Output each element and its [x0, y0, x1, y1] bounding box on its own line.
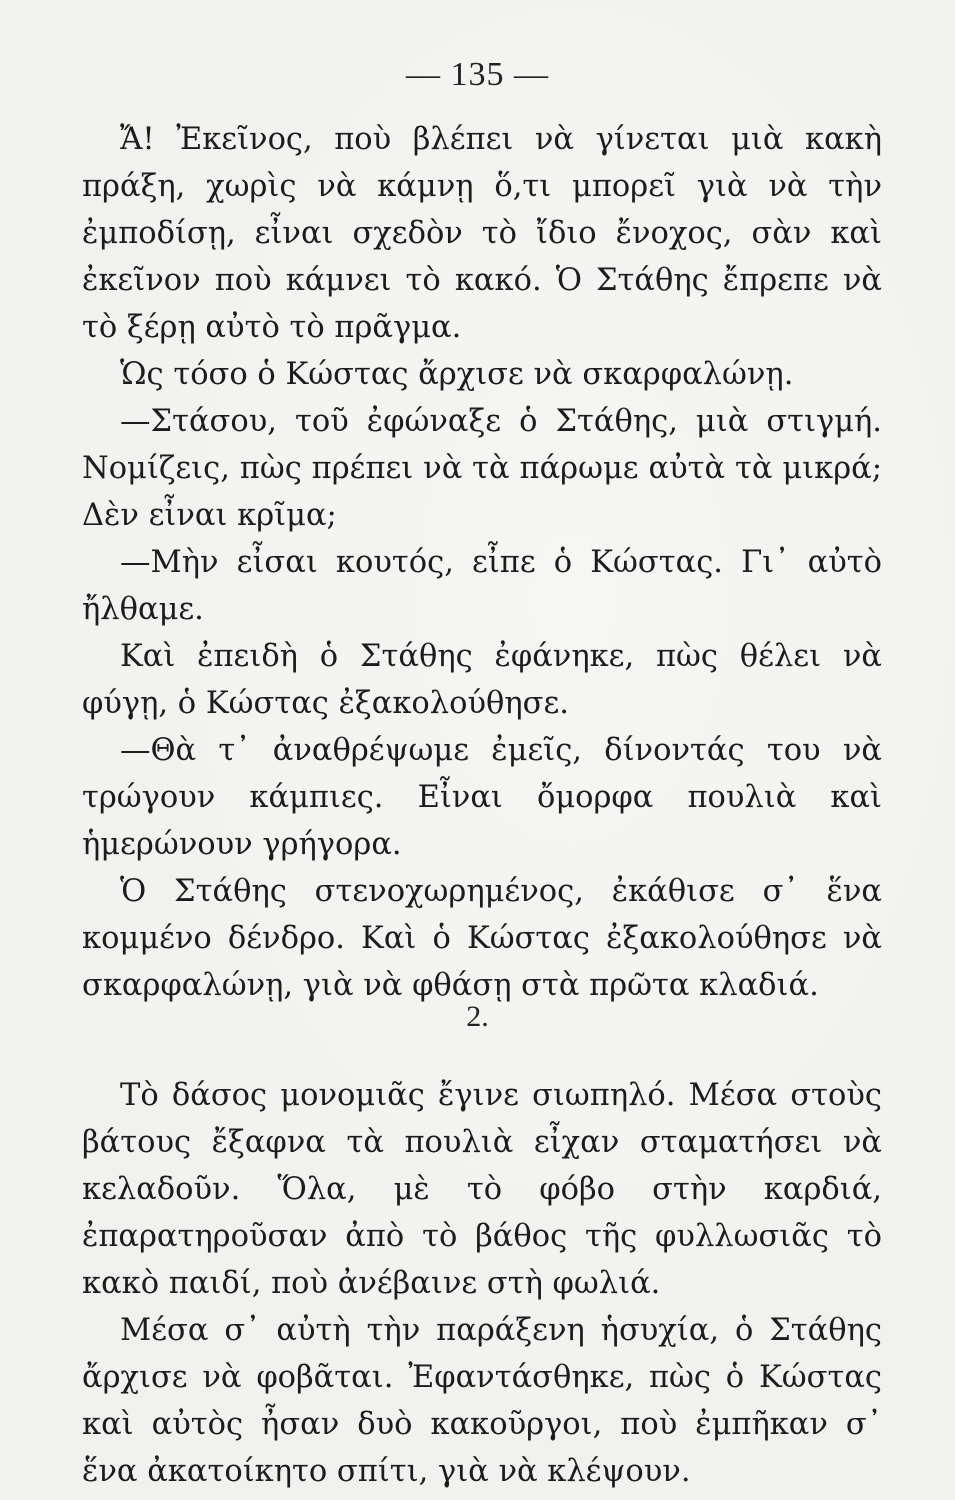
- paragraph: —Στάσου, τοῦ ἐφώναξε ὁ Στάθης, μιὰ στιγμή. Νομίζεις, πὼς πρέπει νὰ τὰ πάρωμε αὐτὰ τὰ μικρά; Δὲν εἶναι κρῖμα;: [82, 404, 882, 533]
- paragraph: Τὸ δάσος μονομιᾶς ἔγινε σιωπηλό. Μέσα στοὺς βάτους ἔξαφνα τὰ πουλιὰ εἶχαν σταματήσει νὰ κελαδοῦν. Ὅλα, μὲ τὸ φόβο στὴν καρδιά, ἐπαρατηροῦσαν ἀπὸ τὸ βάθος τῆς φυλλωσιᾶς τὸ κακὸ παιδί, ποὺ ἀνέβαινε στὴ φωλιά.: [82, 1078, 882, 1301]
- paragraph: —Θὰ τ᾽ ἀναθρέψωμε ἐμεῖς, δίνοντάς του νὰ τρώγουν κάμπιες. Εἶναι ὄμορφα πουλιὰ καὶ ἡμερώνουν γρήγορα.: [82, 733, 882, 862]
- paragraph: Ὡς τόσο ὁ Κώστας ἄρχισε νὰ σκαρφαλώνῃ.: [120, 357, 794, 392]
- paragraph: Καὶ ἐπειδὴ ὁ Στάθης ἐφάνηκε, πὼς θέλει νὰ φύγῃ, ὁ Κώστας ἐξακολούθησε.: [82, 639, 882, 721]
- section-two-text: [82, 1072, 882, 1495]
- section-one-text: [82, 116, 882, 1009]
- paragraph: Ὁ Στάθης στενοχωρημένος, ἐκάθισε σ᾽ ἕνα κομμένο δένδρο. Καὶ ὁ Κώστας ἐξακολούθησε νὰ σκαρφαλώνῃ, γιὰ νὰ φθάσῃ στὰ πρῶτα κλαδιά.: [82, 874, 882, 1003]
- section-number: 2.: [466, 1000, 489, 1033]
- paragraph: Ἄ! Ἐκεῖνος, ποὺ βλέπει νὰ γίνεται μιὰ κακὴ πράξη, χωρὶς νὰ κάμνῃ ὅ,τι μπορεῖ γιὰ νὰ τὴν ἐμποδίσῃ, εἶναι σχεδὸν τὸ ἴδιο ἔνοχος, σὰν καὶ ἐκεῖνον ποὺ κάμνει τὸ κακό. Ὁ Στάθης ἔπρεπε νὰ τὸ ξέρῃ αὐτὸ τὸ πρᾶγμα.: [82, 122, 882, 345]
- page-number: — 135 —: [406, 56, 549, 93]
- paragraph: —Μὴν εἶσαι κουτός, εἶπε ὁ Κώστας. Γι᾽ αὐτὸ ἤλθαμε.: [82, 545, 882, 627]
- paragraph: Μέσα σ᾽ αὐτὴ τὴν παράξενη ἡσυχία, ὁ Στάθης ἄρχισε νὰ φοβᾶται. Ἐφαντάσθηκε, πὼς ὁ Κώστας καὶ αὐτὸς ἦσαν δυὸ κακοῦργοι, ποὺ ἐμπῆκαν σ᾽ ἕνα ἀκατοίκητο σπίτι, γιὰ νὰ κλέψουν.: [82, 1313, 882, 1489]
